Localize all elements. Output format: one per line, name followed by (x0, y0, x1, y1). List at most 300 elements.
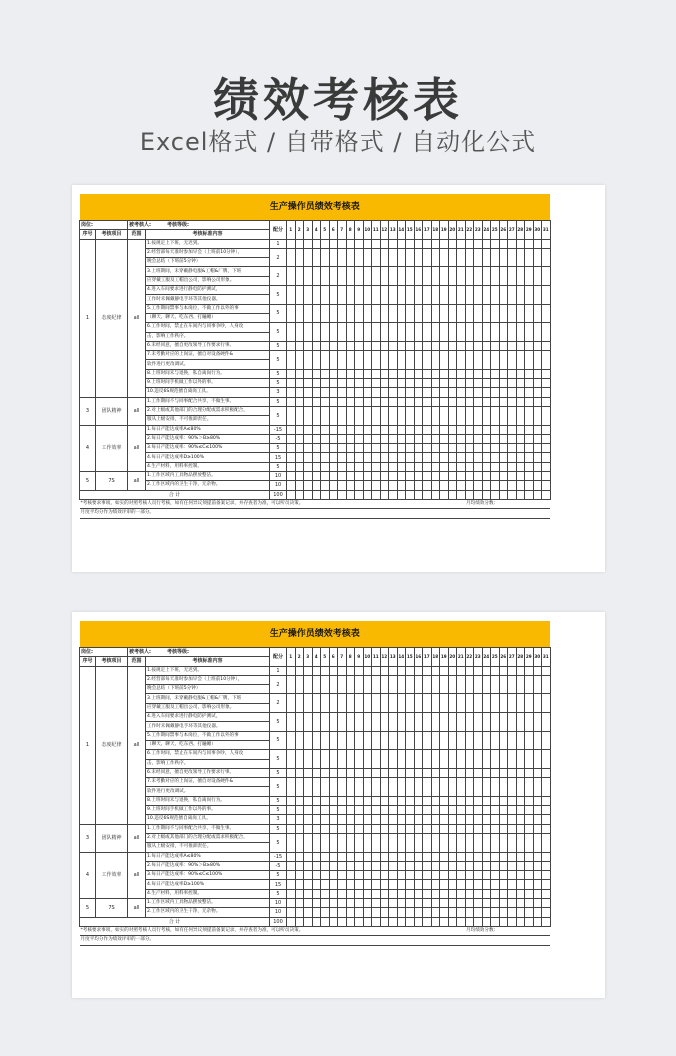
day-cell (474, 248, 483, 267)
day-cell (499, 406, 508, 425)
day-cell (312, 694, 321, 713)
day-cell (287, 675, 296, 694)
day-cell (491, 304, 500, 323)
day-cell (423, 750, 432, 769)
day-cell (295, 490, 304, 499)
day-cell (355, 778, 364, 797)
day-cell (525, 444, 534, 453)
day-cell (389, 908, 398, 917)
day-cell (372, 750, 381, 769)
day-cell (516, 833, 525, 852)
group-item: 7S (96, 472, 128, 491)
score-cell: 10 (270, 472, 287, 481)
day-cell (542, 899, 551, 908)
day-cell (457, 806, 466, 815)
day-cell (508, 815, 517, 824)
day-cell (346, 369, 355, 378)
day-cell (542, 341, 551, 350)
day-cell (329, 889, 338, 898)
day-cell (287, 453, 296, 462)
day-cell (440, 239, 449, 248)
day-cell (389, 796, 398, 805)
day-cell (346, 351, 355, 370)
day-cell (457, 796, 466, 805)
day-cell (380, 239, 389, 248)
day-cell (423, 713, 432, 732)
day-cell (465, 472, 474, 481)
day-cell (304, 323, 313, 342)
day-cell (457, 861, 466, 870)
day-cell (440, 768, 449, 777)
day-cell (397, 388, 406, 397)
day-cell (516, 462, 525, 471)
day-cell (516, 731, 525, 750)
day-cell (457, 908, 466, 917)
day-cell (406, 675, 415, 694)
day-cell (397, 453, 406, 462)
day-cell (414, 267, 423, 286)
day-cell (465, 750, 474, 769)
criteria-cell: 8.上班时间未与退换，私自离岗行为。 (146, 369, 270, 378)
criteria-cell: 9.上班时间手机做工作以外的事。 (146, 806, 270, 815)
day-cell (312, 861, 321, 870)
day-cell (397, 444, 406, 453)
day-cell (508, 675, 517, 694)
day-cell (431, 369, 440, 378)
day-cell (338, 824, 347, 833)
day-header: 11 (372, 648, 381, 667)
day-cell (372, 323, 381, 342)
group-number: 4 (80, 425, 96, 471)
day-cell (406, 462, 415, 471)
day-cell (542, 453, 551, 462)
group-scope: all (128, 397, 146, 425)
day-cell (448, 369, 457, 378)
day-cell (355, 861, 364, 870)
day-cell (542, 806, 551, 815)
total-label: 合 计 (80, 917, 270, 926)
day-cell (329, 341, 338, 350)
day-cell (491, 815, 500, 824)
day-cell (516, 908, 525, 917)
day-cell (491, 694, 500, 713)
day-cell (542, 917, 551, 926)
criteria-cell: 2.经营部每天准时参加早会（上班前10分钟）， (146, 248, 270, 257)
day-cell (414, 861, 423, 870)
day-cell (312, 481, 321, 490)
criteria-cell-cont: 服从上级安排，不可推卸责任。 (146, 416, 270, 425)
day-cell (346, 248, 355, 267)
day-cell (482, 889, 491, 898)
day-cell (431, 768, 440, 777)
day-cell (465, 731, 474, 750)
score-cell: 5 (270, 778, 287, 797)
day-cell (287, 852, 296, 861)
day-cell (346, 472, 355, 481)
criteria-cell: 6.未经同意，擅自更改领导工作要求行事。 (146, 341, 270, 350)
day-cell (380, 917, 389, 926)
criteria-cell: 4.每日产能达成率D≥100% (146, 880, 270, 889)
group-item: 态度纪律 (96, 666, 128, 824)
day-cell (380, 899, 389, 908)
day-cell (533, 815, 542, 824)
day-cell (295, 406, 304, 425)
criteria-cell: 1.按规定上下班，无迟到。 (146, 239, 270, 248)
day-cell (363, 815, 372, 824)
day-cell (312, 796, 321, 805)
day-cell (329, 852, 338, 861)
day-cell (440, 490, 449, 499)
day-cell (338, 694, 347, 713)
table-row (80, 778, 551, 787)
day-cell (389, 406, 398, 425)
day-cell (431, 713, 440, 732)
score-cell: 5 (270, 713, 287, 732)
day-cell (465, 806, 474, 815)
score-cell: 5 (270, 796, 287, 805)
day-cell (338, 462, 347, 471)
day-cell (533, 397, 542, 406)
day-cell (474, 750, 483, 769)
day-cell (499, 239, 508, 248)
day-cell (355, 453, 364, 462)
day-cell (406, 304, 415, 323)
criteria-cell: 1.每日产能达成率A≤80% (146, 425, 270, 434)
day-cell (525, 406, 534, 425)
day-cell (431, 379, 440, 388)
day-cell (380, 341, 389, 350)
day-cell (525, 248, 534, 267)
day-cell (508, 267, 517, 286)
day-cell (440, 481, 449, 490)
day-cell (406, 397, 415, 406)
day-cell (448, 806, 457, 815)
day-cell (329, 462, 338, 471)
day-cell (474, 871, 483, 880)
day-cell (346, 824, 355, 833)
day-cell (431, 434, 440, 443)
day-cell (389, 481, 398, 490)
day-cell (440, 462, 449, 471)
day-header: 18 (431, 648, 440, 667)
day-cell (389, 472, 398, 481)
criteria-cell: 2.经营部每天准时参加早会（上班前10分钟）， (146, 675, 270, 684)
day-cell (482, 806, 491, 815)
score-cell: 3 (270, 815, 287, 824)
day-cell (457, 694, 466, 713)
day-cell (363, 267, 372, 286)
day-cell (465, 304, 474, 323)
day-cell (499, 713, 508, 732)
day-cell (448, 666, 457, 675)
day-cell (457, 239, 466, 248)
day-cell (465, 444, 474, 453)
day-cell (338, 908, 347, 917)
day-cell (287, 731, 296, 750)
day-header: 9 (355, 221, 364, 240)
day-header: 12 (380, 221, 389, 240)
table-row (80, 908, 551, 917)
day-cell (525, 267, 534, 286)
score-cell: 5 (270, 871, 287, 880)
day-cell (295, 481, 304, 490)
day-cell (423, 462, 432, 471)
day-cell (533, 908, 542, 917)
table-row (80, 369, 551, 378)
day-cell (372, 388, 381, 397)
day-cell (346, 490, 355, 499)
score-cell: 2 (270, 675, 287, 694)
day-header: 21 (457, 648, 466, 667)
criteria-cell: 5.工作期间禁事与本岗位，不做工作以外的事 (146, 731, 270, 740)
day-cell (321, 778, 330, 797)
day-cell (431, 675, 440, 694)
day-cell (338, 833, 347, 852)
day-cell (491, 444, 500, 453)
day-cell (287, 462, 296, 471)
day-cell (338, 351, 347, 370)
day-cell (346, 694, 355, 713)
day-cell (295, 675, 304, 694)
day-cell (363, 397, 372, 406)
day-cell (329, 675, 338, 694)
table-row (80, 248, 551, 257)
day-cell (499, 778, 508, 797)
day-cell (516, 861, 525, 870)
day-cell (414, 351, 423, 370)
score-cell: -15 (270, 425, 287, 434)
day-cell (389, 388, 398, 397)
day-cell (508, 852, 517, 861)
day-cell (423, 880, 432, 889)
day-cell (491, 472, 500, 481)
day-cell (448, 713, 457, 732)
day-header: 3 (304, 648, 313, 667)
day-cell (423, 239, 432, 248)
day-cell (329, 425, 338, 434)
day-cell (295, 341, 304, 350)
day-cell (448, 908, 457, 917)
day-cell (312, 908, 321, 917)
day-cell (304, 388, 313, 397)
day-cell (312, 899, 321, 908)
day-cell (321, 462, 330, 471)
day-cell (457, 304, 466, 323)
day-cell (304, 899, 313, 908)
day-cell (533, 852, 542, 861)
day-cell (423, 694, 432, 713)
day-cell (389, 675, 398, 694)
month-average-label: 月均绩效分数: (465, 499, 550, 508)
day-cell (287, 899, 296, 908)
table-row (80, 768, 551, 777)
day-cell (287, 490, 296, 499)
day-cell (542, 248, 551, 267)
day-cell (431, 778, 440, 797)
day-cell (525, 481, 534, 490)
day-cell (457, 731, 466, 750)
day-cell (423, 425, 432, 434)
day-cell (287, 796, 296, 805)
day-cell (329, 369, 338, 378)
day-cell (295, 768, 304, 777)
day-cell (423, 248, 432, 267)
day-cell (457, 833, 466, 852)
day-cell (380, 731, 389, 750)
day-cell (338, 889, 347, 898)
day-cell (363, 379, 372, 388)
day-cell (312, 490, 321, 499)
day-cell (533, 768, 542, 777)
criteria-cell: 1.工作期间不与同事配合共享，不做生事。 (146, 397, 270, 406)
day-cell (414, 286, 423, 305)
day-cell (287, 267, 296, 286)
day-cell (414, 833, 423, 852)
day-cell (516, 871, 525, 880)
day-cell (346, 871, 355, 880)
day-cell (372, 341, 381, 350)
day-cell (329, 833, 338, 852)
day-cell (397, 796, 406, 805)
day-cell (499, 899, 508, 908)
table-row (80, 871, 551, 880)
day-cell (516, 369, 525, 378)
day-cell (499, 750, 508, 769)
day-cell (440, 880, 449, 889)
day-cell (363, 406, 372, 425)
day-cell (431, 833, 440, 852)
day-cell (423, 490, 432, 499)
criteria-cell-cont: 软件进行更改调试。 (146, 360, 270, 369)
day-cell (448, 917, 457, 926)
day-cell (329, 750, 338, 769)
table-row (80, 286, 551, 295)
day-cell (406, 323, 415, 342)
day-cell (363, 351, 372, 370)
day-cell (516, 286, 525, 305)
day-cell (491, 861, 500, 870)
day-cell (380, 908, 389, 917)
day-cell (287, 889, 296, 898)
day-cell (346, 286, 355, 305)
day-cell (363, 369, 372, 378)
day-cell (533, 286, 542, 305)
day-cell (482, 833, 491, 852)
day-header: 28 (516, 648, 525, 667)
day-cell (457, 666, 466, 675)
group-number: 3 (80, 824, 96, 852)
day-cell (338, 666, 347, 675)
grade-label: 考核等级: (167, 649, 189, 656)
day-cell (440, 731, 449, 750)
day-cell (414, 806, 423, 815)
day-cell (542, 750, 551, 769)
day-cell (372, 824, 381, 833)
day-header: 26 (499, 221, 508, 240)
day-cell (304, 444, 313, 453)
day-cell (440, 889, 449, 898)
day-cell (525, 453, 534, 462)
day-header: 17 (423, 648, 432, 667)
day-cell (525, 806, 534, 815)
performance-table (79, 621, 551, 946)
day-cell (499, 731, 508, 750)
day-cell (525, 852, 534, 861)
day-cell (465, 861, 474, 870)
table-row (80, 880, 551, 889)
day-cell (338, 239, 347, 248)
post-label: 岗位: (80, 221, 128, 230)
day-cell (329, 434, 338, 443)
day-cell (482, 880, 491, 889)
table-row (80, 434, 551, 443)
day-cell (295, 369, 304, 378)
day-cell (312, 444, 321, 453)
day-cell (380, 397, 389, 406)
day-cell (355, 425, 364, 434)
day-cell (448, 351, 457, 370)
day-cell (346, 434, 355, 443)
day-cell (533, 731, 542, 750)
day-cell (423, 889, 432, 898)
day-cell (397, 406, 406, 425)
day-cell (474, 453, 483, 462)
day-cell (414, 889, 423, 898)
day-cell (397, 666, 406, 675)
day-cell (457, 434, 466, 443)
day-header: 30 (533, 221, 542, 240)
criteria-cell: 8.上班时间未与退换，私自离岗行为。 (146, 796, 270, 805)
day-cell (448, 768, 457, 777)
day-cell (465, 796, 474, 805)
day-cell (431, 472, 440, 481)
day-cell (474, 444, 483, 453)
day-cell (448, 852, 457, 861)
day-cell (491, 239, 500, 248)
criteria-cell-cont: 晚会总结（下班前5分钟） (146, 685, 270, 694)
day-cell (533, 267, 542, 286)
day-cell (304, 908, 313, 917)
day-cell (542, 434, 551, 443)
day-cell (525, 397, 534, 406)
day-cell (414, 908, 423, 917)
day-cell (380, 871, 389, 880)
day-cell (363, 833, 372, 852)
score-header: 配分 (270, 648, 287, 667)
day-cell (508, 889, 517, 898)
day-cell (397, 286, 406, 305)
day-cell (465, 462, 474, 471)
day-cell (312, 388, 321, 397)
day-cell (542, 871, 551, 880)
day-cell (312, 267, 321, 286)
day-cell (431, 815, 440, 824)
day-cell (329, 379, 338, 388)
day-header: 17 (423, 221, 432, 240)
day-cell (525, 675, 534, 694)
day-cell (321, 806, 330, 815)
day-cell (321, 406, 330, 425)
day-cell (363, 889, 372, 898)
day-cell (380, 750, 389, 769)
day-cell (338, 768, 347, 777)
day-cell (380, 323, 389, 342)
day-cell (508, 434, 517, 443)
day-cell (457, 397, 466, 406)
day-cell (295, 304, 304, 323)
day-cell (312, 675, 321, 694)
day-cell (329, 824, 338, 833)
